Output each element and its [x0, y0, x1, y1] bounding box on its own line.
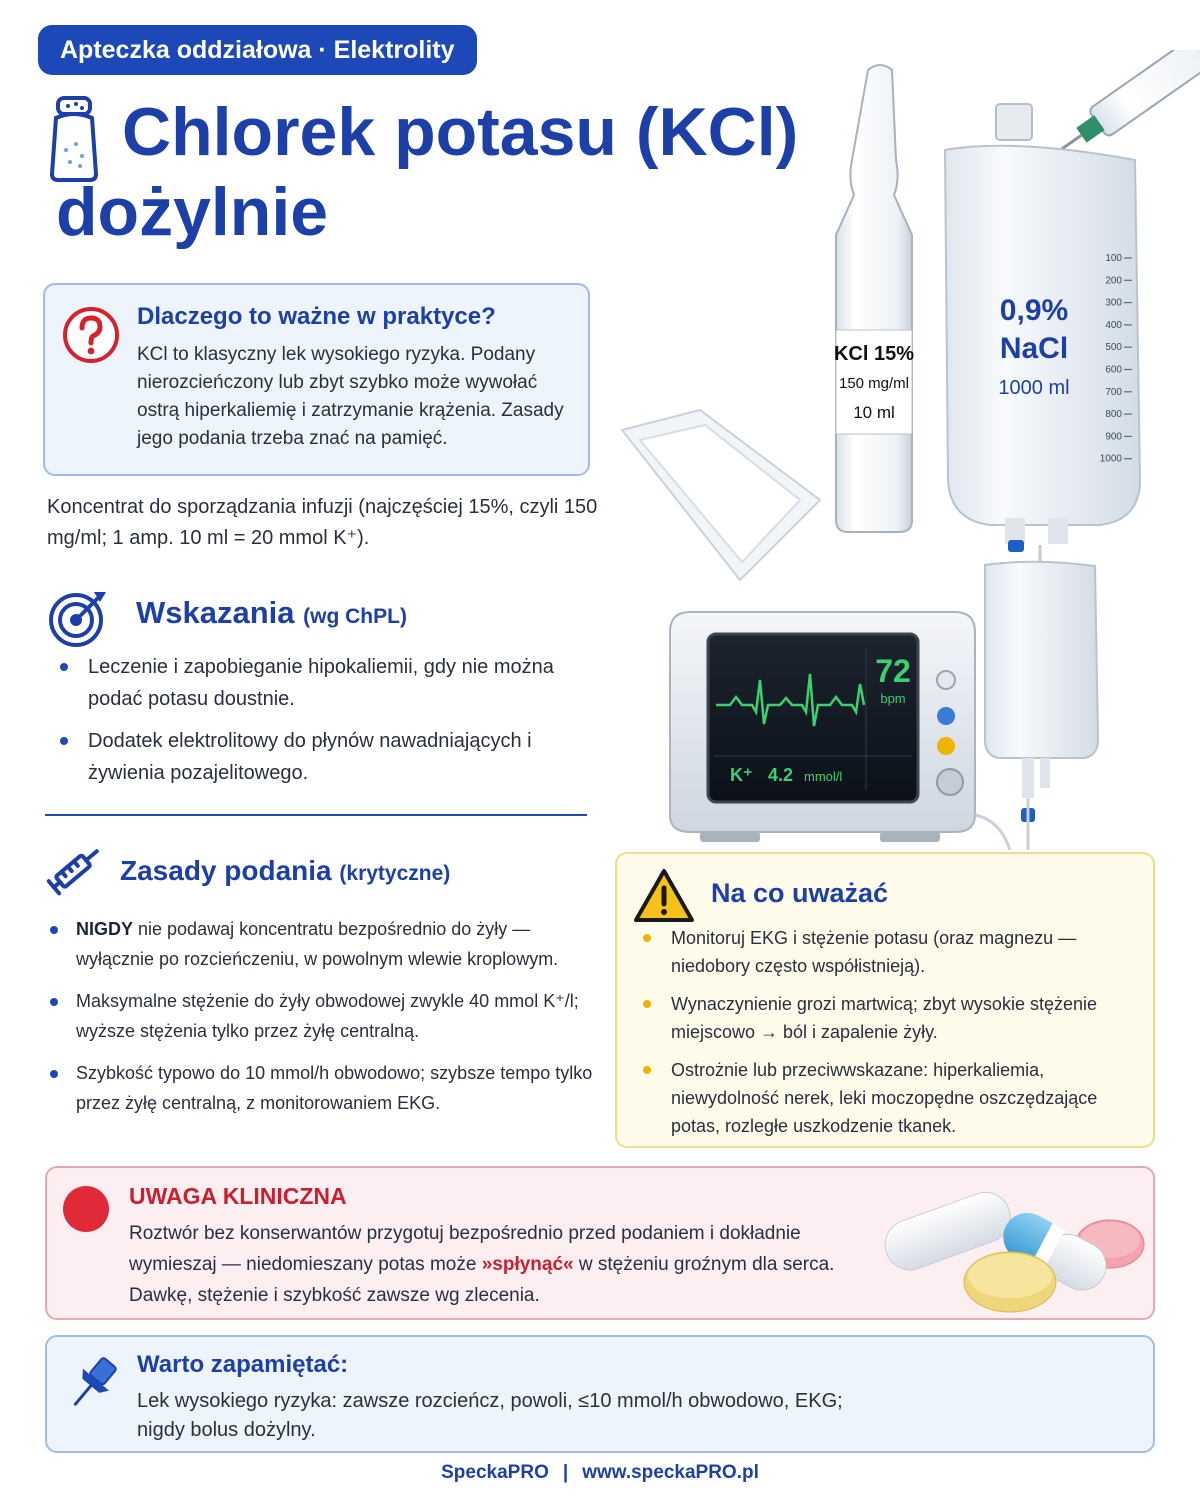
why-important-box: [43, 283, 590, 476]
clinical-title: UWAGA KLINICZNA: [129, 1183, 347, 1209]
remember-box: [45, 1335, 1155, 1453]
monitor-k-label: K⁺: [730, 765, 753, 785]
list-item: Dodatek elektrolitowy do płynów nawadniających i żywienia pozajelitowego.: [60, 725, 600, 789]
question-icon: [61, 305, 121, 365]
remember-title: Warto zapamiętać:: [137, 1351, 349, 1378]
indications-subtitle: (wg ChPL): [303, 605, 407, 628]
remember-text: Lek wysokiego ryzyka: zawsze rozcieńcz, powoli, ≤10 mmol/h obwodowo, EKG; nigdy bolus dożylny.: [137, 1390, 843, 1441]
list-item: Maksymalne stężenie do żyły obwodowej zwykle 40 mmol K⁺/l; wyższe stężenia tylko przez żyłę centralną.: [50, 986, 610, 1046]
ampoule-label-3: 10 ml: [853, 403, 895, 422]
ampoule-label-2: 150 mg/ml: [838, 375, 910, 392]
indications-list: [60, 651, 600, 799]
bag-scale-label: 600: [1105, 364, 1122, 376]
ampoule-label-1: KCl 15%: [833, 343, 915, 365]
bag-scale-label: 500: [1105, 342, 1122, 354]
bag-scale-label: 1000: [1099, 453, 1122, 465]
why-title: Dlaczego to ważne w praktyce?: [137, 303, 496, 330]
administration-list: [50, 914, 610, 1130]
administration-title-text: Zasady podania: [120, 855, 332, 886]
footer-url[interactable]: www.speckaPRO.pl: [582, 1462, 759, 1483]
clinical-text: [129, 1218, 889, 1311]
alert-dot-icon: [63, 1186, 109, 1232]
monitor-hr: 72: [875, 653, 911, 689]
why-text: KCl to klasyczny lek wysokiego ryzyka. Podany nierozcieńczony lub zbyt szybko może wywołać ostrą hiperkaliemię i zatrzymanie krążenia. Zasady jego podania trzeba znać na pamięć.: [137, 344, 564, 449]
clinical-alert-box: [45, 1166, 1155, 1320]
list-item: Leczenie i zapobieganie hipokaliemii, gdy nie można podać potasu doustnie.: [60, 651, 600, 715]
pushpin-icon: [63, 1351, 125, 1413]
syringe-icon: [46, 842, 106, 898]
bag-scale-label: 700: [1105, 386, 1122, 398]
indications-title: [136, 595, 407, 631]
administration-title: [120, 855, 450, 887]
administration-subtitle: (krytyczne): [339, 862, 451, 885]
bag-scale-label: 400: [1105, 319, 1122, 331]
indications-title-text: Wskazania: [136, 595, 295, 630]
caution-box: [615, 852, 1155, 1148]
pills-illustration: [862, 1170, 1152, 1318]
clinical-highlight: »spłynąć«: [481, 1254, 574, 1275]
drip-bag-illustration: [985, 545, 1098, 850]
bag-scale-label: 300: [1105, 297, 1122, 309]
clinical-text-part: Roztwór bez konserwantów przygotuj bezpośrednio przed podaniem i dokładnie wymieszaj — niedomieszany potas może: [129, 1223, 801, 1275]
caution-list: [643, 924, 1143, 1150]
list-item: Monitoruj EKG i stężenie potasu (oraz magnezu — niedobory często współistnieją).: [643, 924, 1143, 980]
ecg-monitor-illustration: [670, 612, 1010, 850]
footer-separator: |: [562, 1462, 569, 1483]
bag-scale-label: 100: [1105, 253, 1122, 264]
medical-illustration: [600, 50, 1200, 850]
clinical-text-part: w stężeniu groźnym dla serca. Dawkę, stężenie i szybkość zawsze wg zlecenia.: [129, 1254, 835, 1306]
page-title: Chlorek potasu (KCl) dożylnie: [56, 94, 799, 250]
ampoule-illustration: [834, 65, 914, 532]
bag-scale-label: 900: [1105, 431, 1122, 443]
list-item: Ostrożnie lub przeciwwskazane: hiperkaliemia, niewydolność nerek, leki moczopędne oszczędzające potas, rozległe uszkodzenie tkanek.: [643, 1056, 1143, 1140]
category-badge: Apteczka oddziałowa · Elektrolity: [38, 25, 477, 75]
warning-icon: [633, 868, 695, 924]
target-icon: [46, 588, 110, 648]
monitor-k-value: 4.2: [768, 765, 794, 785]
section-divider: [45, 814, 587, 816]
list-item: Wynaczynienie grozi martwicą; zbyt wysokie stężenie miejscowo → ból i zapalenie żyły.: [643, 990, 1143, 1046]
footer: [0, 1462, 1200, 1484]
monitor-hr-unit: bpm: [880, 691, 906, 706]
iv-bag-illustration: [945, 104, 1140, 552]
never-emphasis: NIGDY: [76, 919, 134, 939]
bag-scale-label: 200: [1105, 275, 1122, 287]
list-item: Szybkość typowo do 10 mmol/h obwodowo; szybsze tempo tylko przez żyłę centralną, z monitorowaniem EKG.: [50, 1058, 610, 1118]
bag-label-3: 1000 ml: [998, 377, 1070, 399]
bag-label-1: 0,9%: [999, 294, 1069, 327]
bag-scale-label: 800: [1105, 409, 1122, 421]
item-text: nie podawaj koncentratu bezpośrednio do żyły — wyłącznie po rozcieńczeniu, w powolnym wlewie kroplowym.: [76, 919, 559, 969]
caution-title: Na co uważać: [711, 878, 889, 908]
blister-tray: [622, 410, 820, 580]
concentrate-description: Koncentrat do sporządzania infuzji (najczęściej 15%, czyli 150 mg/ml; 1 amp. 10 ml = 20 mmol K⁺).: [47, 496, 598, 549]
monitor-k-unit: mmol/l: [804, 769, 843, 784]
footer-brand: SpeckaPRO: [441, 1462, 549, 1483]
bag-label-2: NaCl: [999, 332, 1069, 365]
list-item: [50, 914, 610, 974]
